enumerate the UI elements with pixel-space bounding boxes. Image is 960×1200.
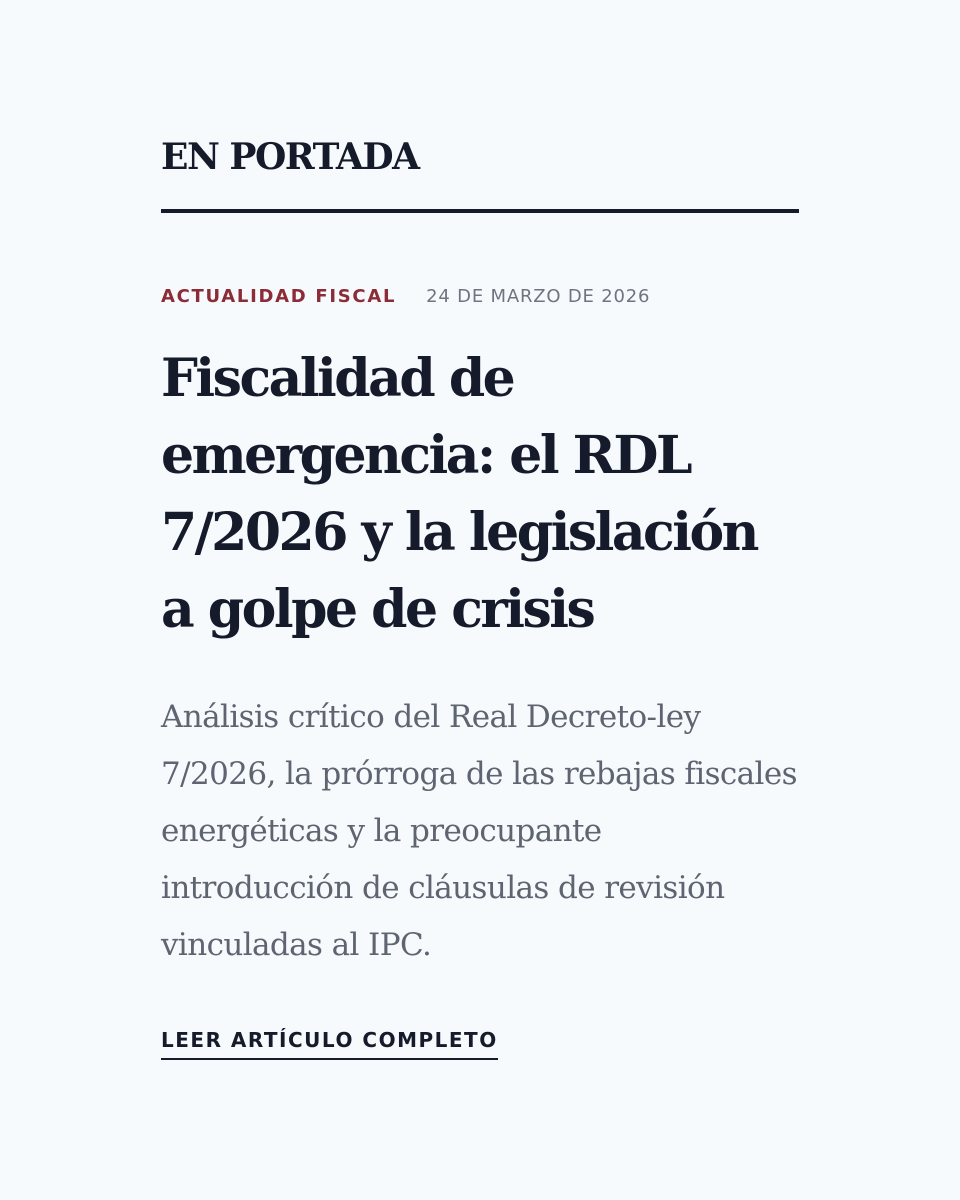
- article-meta: [161, 283, 650, 309]
- article-date: 24 DE MARZO DE 2026: [426, 285, 651, 307]
- article-headline[interactable]: Fiscalidad de emergencia: el RDL 7/2026 y la legislación a golpe de crisis: [161, 348, 757, 640]
- article-category-link[interactable]: ACTUALIDAD FISCAL: [161, 285, 397, 307]
- section-divider: [161, 209, 799, 213]
- section-title: EN PORTADA: [161, 136, 419, 178]
- read-full-article-link[interactable]: LEER ARTÍCULO COMPLETO: [161, 1024, 498, 1060]
- article-summary: Análisis crítico del Real Decreto-ley 7/2026, la prórroga de las rebajas fiscales energéticas y la preocupante introducción de cláusulas de revisión vinculadas al IPC.: [161, 699, 797, 963]
